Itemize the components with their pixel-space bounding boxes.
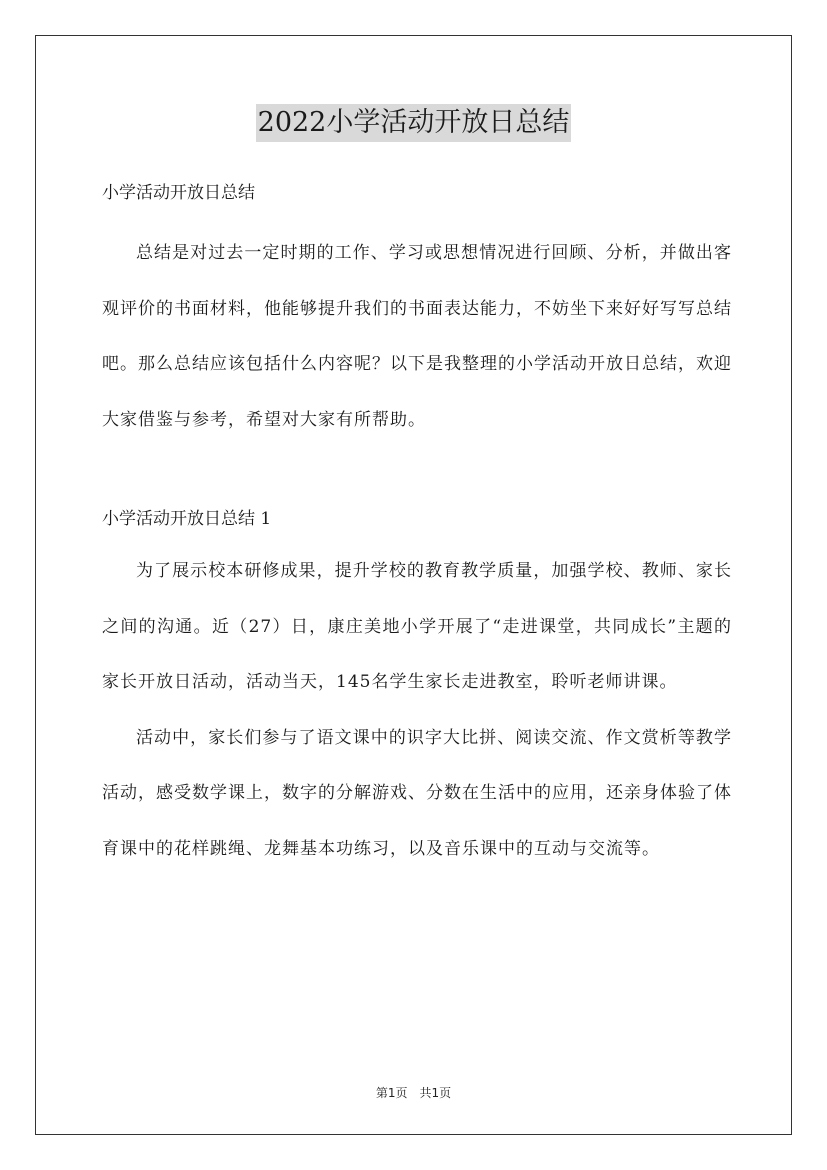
section-paragraph-2: 活动中，家长们参与了语文课中的识字大比拼、阅读交流、作文赏析等教学活动，感受数学课上，数字的分解游戏、分数在生活中的应用，还亲身体验了体育课中的花样跳绳、龙舞基本功练习，以及音乐课中的互动与交流等。 xyxy=(102,727,732,859)
page-footer: 第1页 共1页 xyxy=(375,1086,452,1100)
document-title: 2022小学活动开放日总结 xyxy=(256,104,572,142)
section-paragraph-1: 为了展示校本研修成果，提升学校的教育教学质量，加强学校、教师、家长之间的沟通。近（27）日，康庄美地小学开展了“走进课堂，共同成长”主题的家长开放日活动，活动当天，145名学生家长走进教室，聆听老师讲课。 xyxy=(102,561,732,692)
section-spacer xyxy=(102,448,732,500)
section-heading: 小学活动开放日总结 1 xyxy=(102,509,272,529)
document-body xyxy=(102,174,732,877)
title-container xyxy=(0,104,827,142)
intro-heading: 小学活动开放日总结 xyxy=(102,183,255,203)
intro-paragraph: 总结是对过去一定时期的工作、学习或思想情况进行回顾、分析，并做出客观评价的书面材料，他能够提升我们的书面表达能力，不妨坐下来好好写写总结吧。那么总结应该包括什么内容呢？以下是我整理的小学活动开放日总结，欢迎大家借鉴与参考，希望对大家有所帮助。 xyxy=(102,243,732,430)
